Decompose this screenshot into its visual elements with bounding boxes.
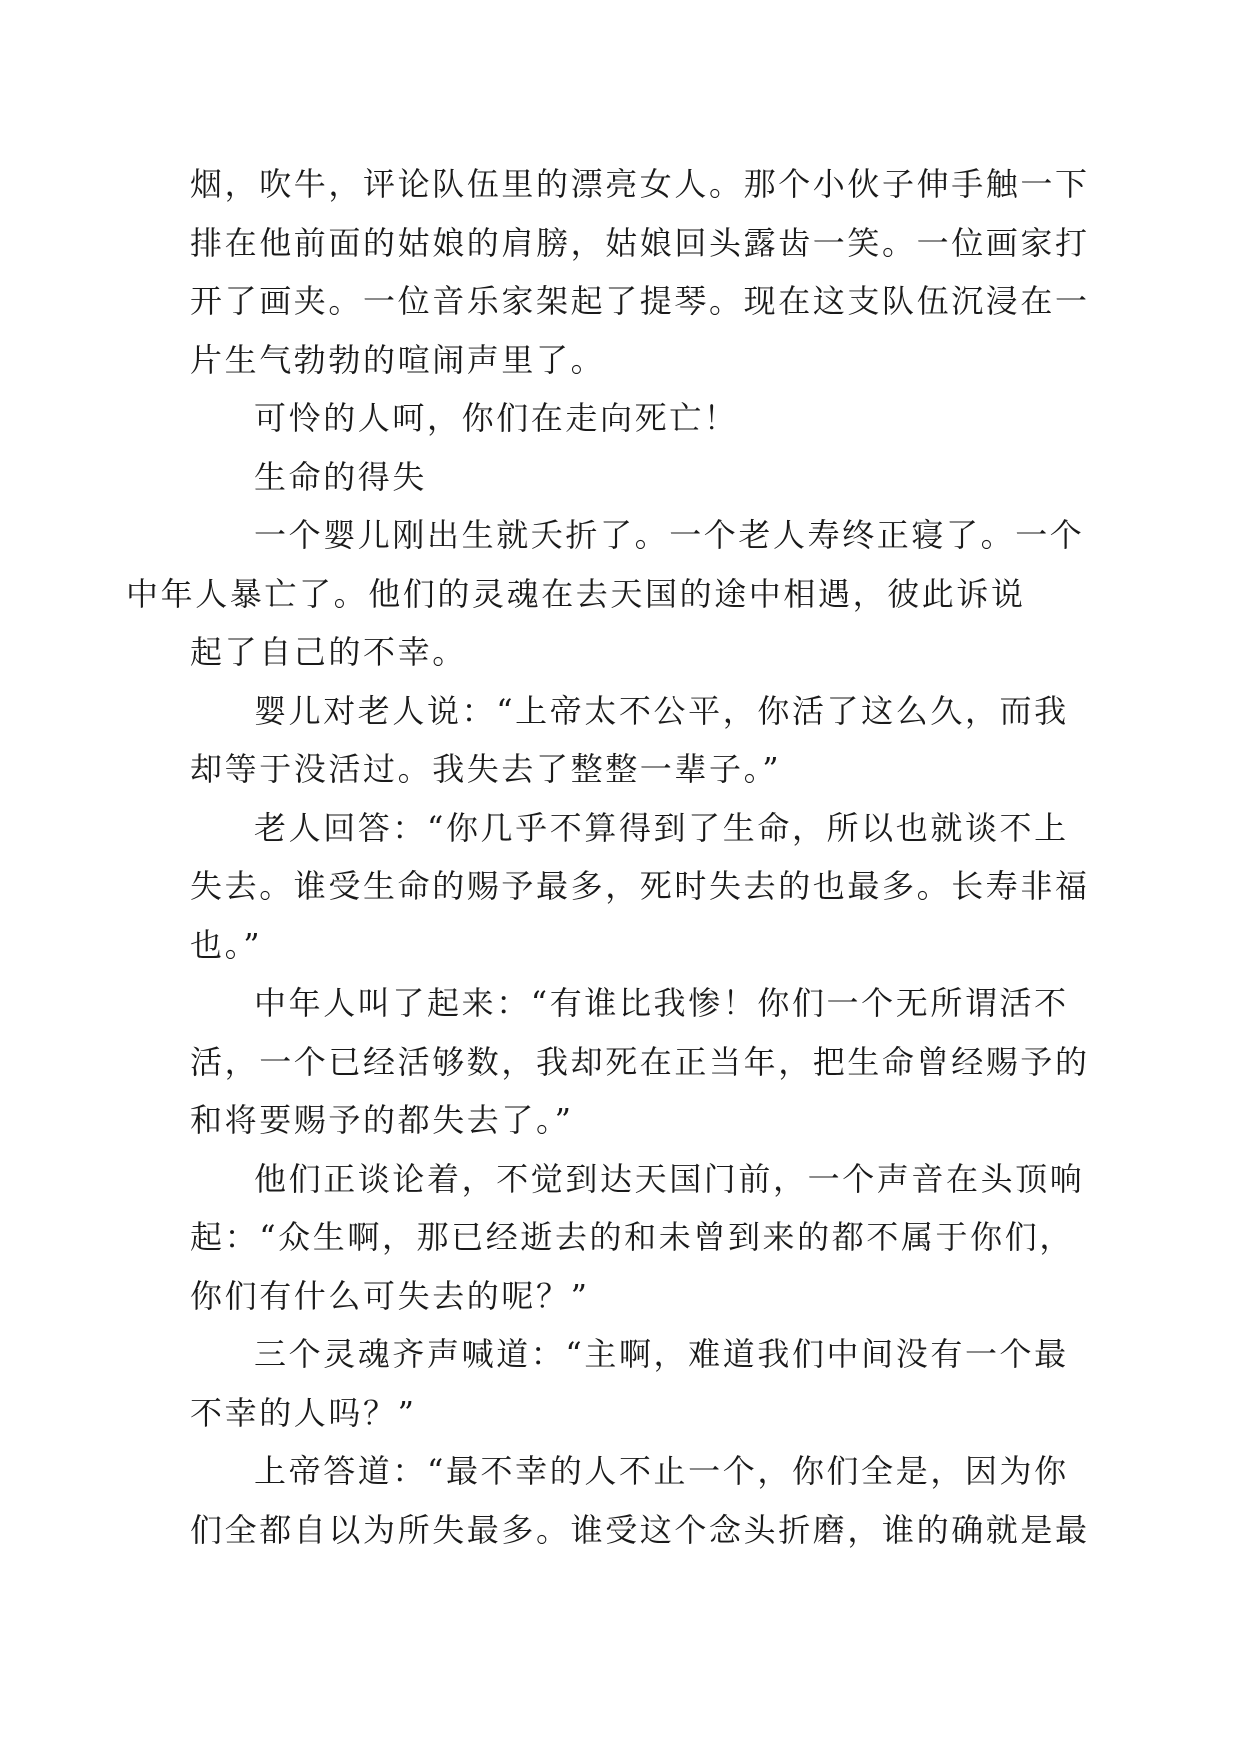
text-line: 婴儿对老人说：“上帝太不公平，你活了这么久，而我 — [254, 691, 1069, 730]
paragraph — [190, 682, 1069, 799]
paragraph — [190, 155, 1090, 389]
text-line: 开了画夹。一位音乐家架起了提琴。现在这支队伍沉浸在一 — [190, 282, 1090, 320]
text-line: 中年人叫了起来：“有谁比我惨！你们一个无所谓活不 — [254, 984, 1069, 1022]
text-line: 失去。谁受生命的赐予最多，死时失去的也最多。长寿非福 — [190, 867, 1090, 905]
text-line: 片生气勃勃的喧闹声里了。 — [190, 340, 606, 379]
text-line: 和将要赐予的都失去了。” — [190, 1101, 574, 1139]
text-line: 三个灵魂齐声喊道：“主啊，难道我们中间没有一个最 — [254, 1335, 1069, 1373]
paragraph — [190, 1150, 1085, 1326]
text-line: 一个婴儿刚出生就夭折了。一个老人寿终正寝了。一个 — [254, 516, 1085, 554]
paragraph — [190, 974, 1090, 1150]
section-heading — [190, 448, 1050, 507]
paragraph — [190, 799, 1090, 975]
text-line: 不幸的人吗？” — [190, 1393, 417, 1432]
paragraph — [190, 1442, 1090, 1559]
text-line: 排在他前面的姑娘的肩膀，姑娘回头露齿一笑。一位画家打 — [190, 223, 1090, 262]
paragraph — [190, 1325, 1069, 1442]
text-line: 烟，吹牛，评论队伍里的漂亮女人。那个小伙子伸手触一下 — [190, 165, 1090, 203]
text-line: 他们正谈论着，不觉到达天国门前，一个声音在头顶响 — [254, 1159, 1085, 1198]
text-line: 老人回答：“你几乎不算得到了生命，所以也就谈不上 — [254, 808, 1069, 847]
text-line cont: 起了自己的不幸。 — [190, 633, 467, 671]
text-line: 活，一个已经活够数，我却死在正当年，把生命曾经赐予的 — [190, 1042, 1090, 1081]
text-line: 上帝答道：“最不幸的人不止一个，你们全是，因为你 — [254, 1452, 1069, 1490]
paragraph — [126, 506, 1085, 682]
text-line: 可怜的人呵，你们在走向死亡！ — [254, 399, 739, 437]
text-line: 们全都自以为所失最多。谁受这个念头折磨，谁的确就是最 — [190, 1510, 1090, 1549]
text-line: 生命的得失 — [254, 457, 428, 496]
text-line: 你们有什么可失去的呢？” — [190, 1276, 590, 1315]
text-line: 却等于没活过。我失去了整整一辈子。” — [190, 750, 782, 788]
text-line: 也。” — [190, 925, 263, 964]
text-line: 起：“众生啊，那已经逝去的和未曾到来的都不属于你们， — [190, 1218, 1074, 1256]
paragraph — [190, 389, 1050, 448]
text-body — [126, 155, 1090, 1559]
text-line cont: 中年人暴亡了。他们的灵魂在去天国的途中相遇，彼此诉说 — [126, 574, 1026, 613]
